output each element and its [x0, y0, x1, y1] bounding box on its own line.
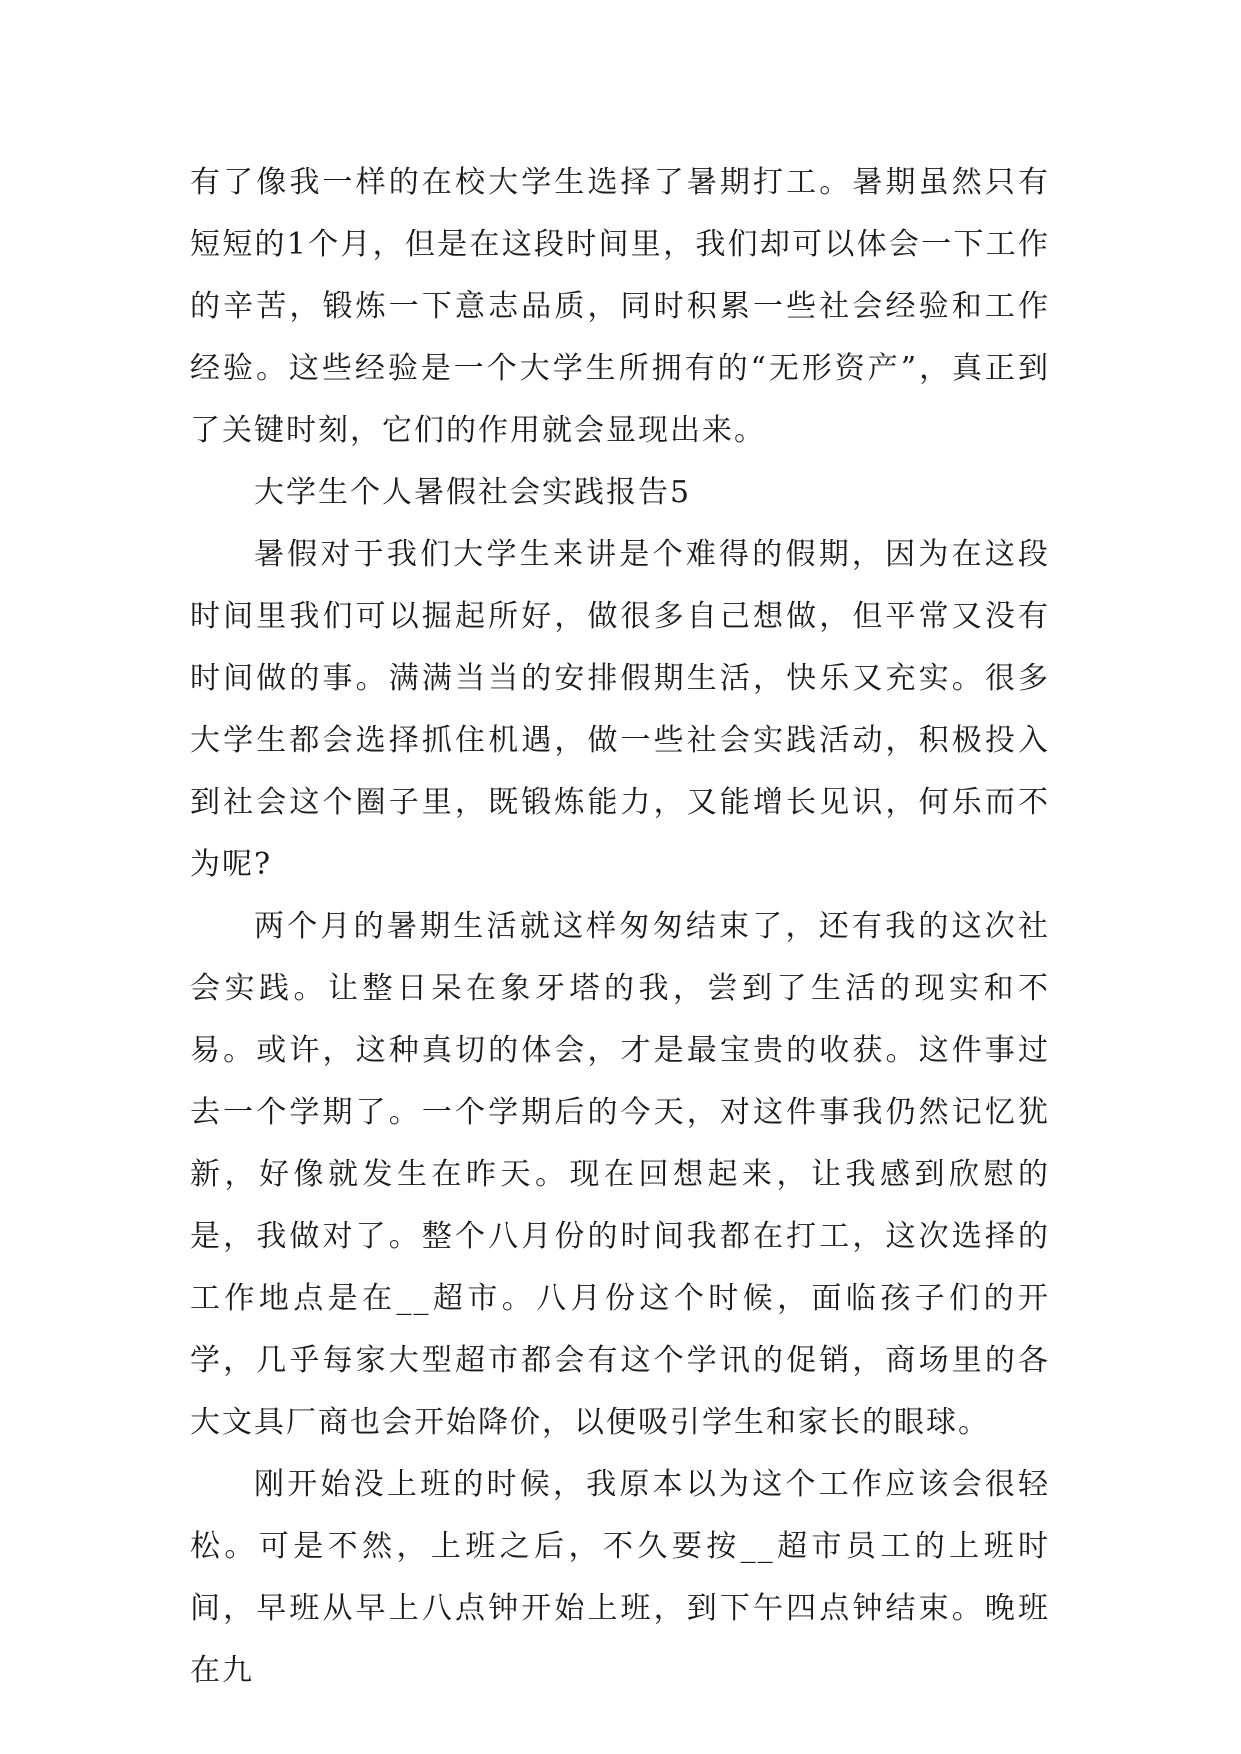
document-page: [190, 152, 1050, 1702]
paragraph-work-schedule: 刚开始没上班的时候，我原本以为这个工作应该会很轻松。可是不然，上班之后，不久要按__超市员工的上班时间，早班从早上八点钟开始上班，到下午四点钟结束。晚班在九: [190, 1467, 1050, 1688]
paragraph-supermarket-work: 两个月的暑期生活就这样匆匆结束了，还有我的这次社会实践。让整日呆在象牙塔的我，尝到了生活的现实和不易。或许，这种真切的体会，才是最宝贵的收获。这件事过去一个学期了。一个学期后的今天，对这件事我仍然记忆犹新，好像就发生在昨天。现在回想起来，让我感到欣慰的是，我做对了。整个八月份的时间我都在打工，这次选择的工作地点是在__超市。八月份这个时候，面临孩子们的开学，几乎每家大型超市都会有这个学讯的促销，商场里的各大文具厂商也会开始降价，以便吸引学生和家长的眼球。: [190, 909, 1050, 1440]
paragraph-summer-vacation: 暑假对于我们大学生来讲是个难得的假期，因为在这段时间里我们可以掘起所好，做很多自己想做，但平常又没有时间做的事。满满当当的安排假期生活，快乐又充实。很多大学生都会选择抓住机遇，做一些社会实践活动，积极投入到社会这个圈子里，既锻炼能力，又能增长见识，何乐而不为呢?: [190, 537, 1050, 882]
section-heading: 大学生个人暑假社会实践报告5: [254, 475, 692, 510]
paragraph-intro: 有了像我一样的在校大学生选择了暑期打工。暑期虽然只有短短的1个月，但是在这段时间里，我们却可以体会一下工作的辛苦，锻炼一下意志品质，同时积累一些社会经验和工作经验。这些经验是一个大学生所拥有的“无形资产”，真正到了关键时刻，它们的作用就会显现出来。: [190, 165, 1050, 448]
